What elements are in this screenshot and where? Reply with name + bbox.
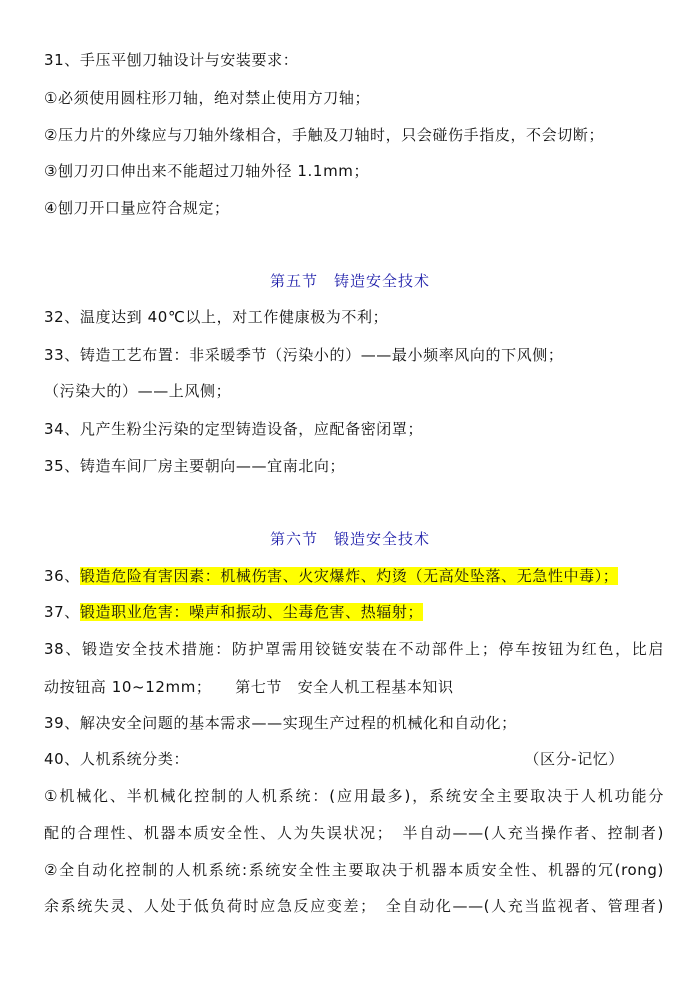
item-39: 39、解决安全问题的基本需求——实现生产过程的机械化和自动化；: [44, 714, 517, 732]
item-40-point-2-continued: 余系统失灵、人处于低负荷时应急反应变差； 全自动化——(人充当监视者、管理者): [44, 897, 664, 915]
item-34: 34、凡产生粉尘污染的定型铸造设备，应配备密闭罩；: [44, 420, 424, 438]
item-40-point-1: ①机械化、半机械化控制的人机系统：(应用最多)，系统安全主要取决于人机功能分: [44, 787, 664, 805]
item-31-point-3: ③刨刀刃口伸出来不能超过刀轴外径 1.1mm；: [44, 162, 370, 180]
item-31-point-1: ①必须使用圆柱形刀轴，绝对禁止使用方刀轴；: [44, 89, 371, 107]
item-40: [44, 748, 664, 770]
item-36-number: 36、: [44, 567, 80, 585]
item-40-point-1-continued: 配的合理性、机器本质安全性、人为失误状况； 半自动——(人充当操作者、控制者): [44, 824, 664, 842]
item-38: 38、锻造安全技术措施：防护罩需用铰链安装在不动部件上；停车按钮为红色，比启: [44, 640, 664, 658]
section-6-heading: 第六节 锻造安全技术: [269, 530, 430, 548]
item-36: [44, 565, 664, 587]
item-37: [44, 601, 664, 623]
item-31-point-4: ④刨刀开口量应符合规定；: [44, 199, 230, 217]
item-33: 33、铸造工艺布置：非采暖季节（污染小的）——最小频率风向的下风侧；: [44, 346, 564, 364]
section-5-heading: 第五节 铸造安全技术: [269, 272, 430, 290]
item-40-point-2: ②全自动化控制的人机系统:系统安全性主要取决于机器本质安全性、机器的冗(rong): [44, 861, 664, 879]
item-36-highlighted-text: 锻造危险有害因素：机械伤害、火灾爆炸、灼烫（无高处坠落、无急性中毒）；: [79, 567, 619, 585]
item-37-number: 37、: [44, 603, 80, 621]
item-32: 32、温度达到 40℃以上，对工作健康极为不利；: [44, 308, 389, 326]
item-35: 35、铸造车间厂房主要朝向——宜南北向；: [44, 457, 346, 475]
item-40-title: 40、人机系统分类：: [44, 750, 190, 768]
item-38-continued: 动按钮高 10~12mm； 第七节 安全人机工程基本知识: [44, 678, 454, 696]
item-37-highlighted-text: 锻造职业危害：噪声和振动、尘毒危害、热辐射；: [79, 603, 424, 621]
item-31-title: 31、手压平刨刀轴设计与安装要求：: [44, 51, 299, 69]
item-40-note: （区分-记忆）: [524, 750, 624, 768]
item-33-continued: （污染大的）——上风侧；: [44, 382, 232, 400]
item-31-point-2: ②压力片的外缘应与刀轴外缘相合，手触及刀轴时，只会碰伤手指皮，不会切断；: [44, 126, 605, 144]
